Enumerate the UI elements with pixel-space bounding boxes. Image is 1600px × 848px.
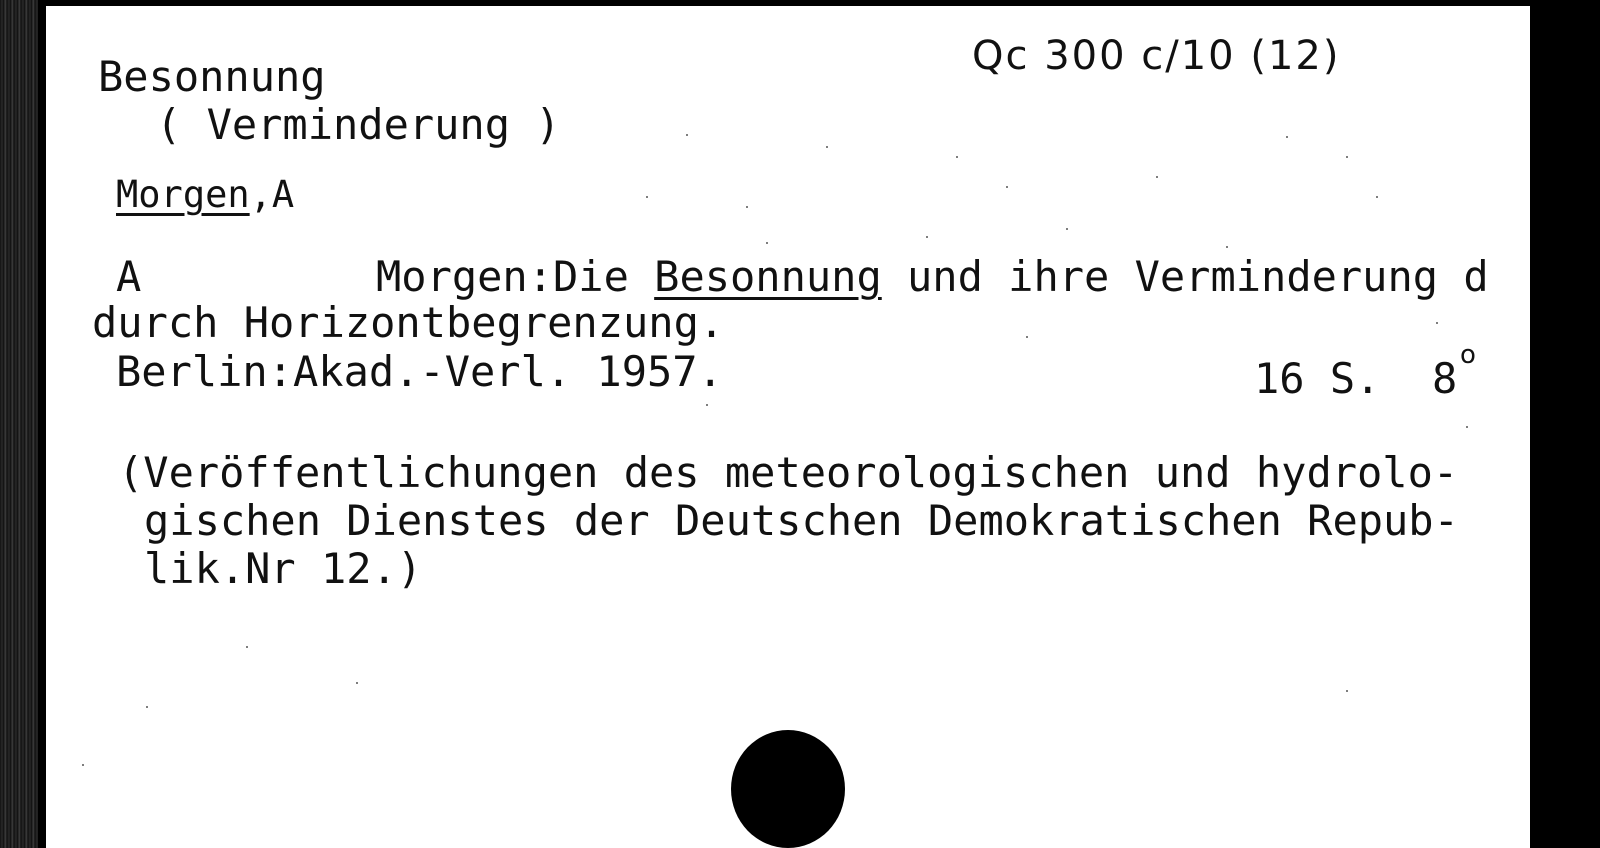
card-punch-hole xyxy=(731,730,845,848)
entry-keyword: Besonnung xyxy=(654,252,882,301)
format-degree: o xyxy=(1460,340,1476,370)
imprint: Berlin:Akad.-Verl. 1957. xyxy=(116,347,723,396)
series-line-2: gischen Dienstes der Deutschen Demokratischen Repub- xyxy=(144,496,1459,545)
entry-line-1-prefix: A xyxy=(116,252,142,301)
entry-line-2: durch Horizontbegrenzung. xyxy=(92,298,725,347)
format: 8 xyxy=(1432,354,1458,403)
entry-title-rest: und ihre Verminderung d xyxy=(881,252,1489,301)
author-initial: ,A xyxy=(249,173,295,216)
author-heading: Morgen xyxy=(116,173,250,216)
author-heading-line xyxy=(116,173,295,216)
subject-heading: Besonnung xyxy=(98,52,326,101)
entry-author: Morgen:Die xyxy=(376,252,655,301)
catalog-card xyxy=(46,6,1530,848)
series-line-1: (Veröffentlichungen des meteorologischen und hydrolo- xyxy=(118,448,1459,497)
call-number: Qc 300 c/10 (12) xyxy=(972,33,1341,79)
film-edge xyxy=(0,0,38,848)
series-line-3: lik.Nr 12.) xyxy=(144,544,423,593)
subject-subheading: ( Verminderung ) xyxy=(156,100,561,149)
entry-line-1 xyxy=(376,252,1489,301)
extent: 16 S. xyxy=(1254,354,1381,403)
